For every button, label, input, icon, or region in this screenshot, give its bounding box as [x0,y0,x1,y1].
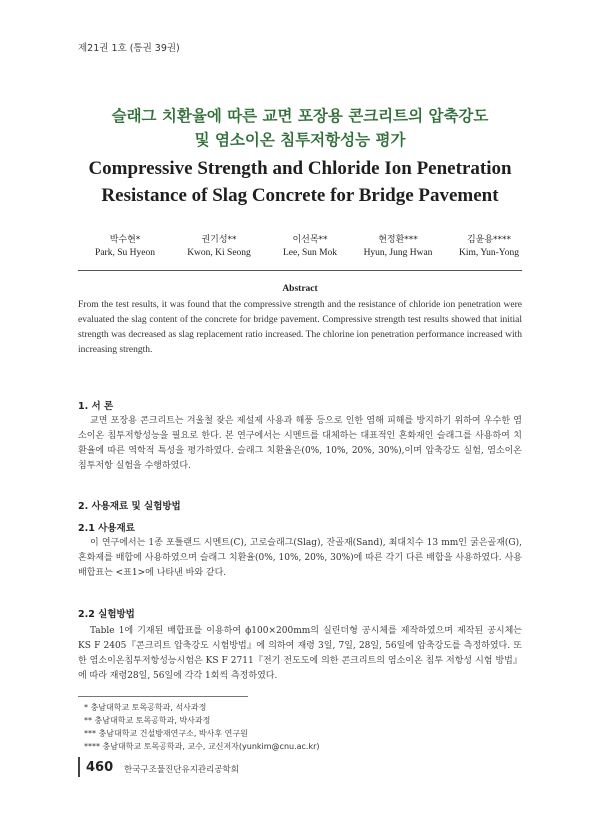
abstract-text: From the test results, it was found that the compressive strength and the resistance of chloride ion penetration were evaluated the slag content of the concrete for bridge pavement. Compressive strength test results showed that initial strength was decreased as slag replacement ratio increased. The chlorine ion penetration performance increased with increasing strength. [78,300,522,355]
english-title-line2: Resistance of Slag Concrete for Bridge Pavement [101,185,499,206]
author-name-ko: 김윤용**** [466,235,512,245]
section-2-1-heading: 2.1 사용재료 [78,523,135,534]
author-name-en: Kim, Yun-Yong [459,248,519,258]
section-2-2-text: Table 1에 기재된 배합표를 이용하여 ϕ100×200mm의 실린더형 공시체를 제작하였으며 제작된 공시체는 KS F 2405『콘크리트 압축강도 시험방법』에 의하여 재령 3일, 7일, 28일, 56일에 압축강도를 측정하였다. 또한 염소이온침투저항성능시험은 KS F 2711『전기 전도도에 의한 콘크리트의 염소이온 침투 저항성 시험 방법』에 따라 재령28일, 56일에 각각 1회씩 측정하였다. [78,626,522,681]
section-1-heading: 1. 서 론 [78,401,114,412]
author-name-en: Park, Su Hyeon [95,248,155,258]
volume-header: 제21권 1호 (통권 39권) [78,43,180,54]
footnote-1: * 충남대학교 토목공학과, 석사과정 [84,703,207,712]
footnote-3: *** 충남대학교 건설방재연구소, 박사후 연구원 [84,729,248,738]
author-name-ko: 현정환*** [378,235,418,245]
author-name-ko: 이선목** [292,235,328,245]
author-name-ko: 권기성** [201,235,237,245]
korean-title-line2: 및 염소이온 침투저항성능 평가 [194,131,406,149]
english-title-line1: Compressive Strength and Chloride Ion Penetration [88,158,512,179]
author-5 [430,234,548,260]
journal-name: 한국구조물진단유지관리공학회 [124,765,239,775]
section-2-heading: 2. 사용재료 및 실험방법 [78,501,181,512]
korean-title-line1: 슬래그 치환율에 따른 교면 포장용 콘크리트의 압축강도 [111,107,489,125]
divider [78,270,522,271]
author-name-en: Kwon, Ki Seong [187,248,251,258]
section-1-text: 교면 포장용 콘크리트는 겨울철 잦은 제설제 사용과 해풍 등으로 인한 염해 피해를 방지하기 위하여 우수한 염소이온 침투저항성능을 필요로 한다. 본 연구에서는 시멘트를 대체하는 대표적인 혼화재인 슬래그를 사용하여 치환율에 따른 역학적 특성을 평가하였다. 슬래그 치환율은(0%, 10%, 20%, 30%),이며 압축강도 실험, 염소이온 침투저항 실험을 수행하였다. [78,416,522,471]
footnote-divider [78,696,248,697]
section-2-1-text: 이 연구에서는 1종 포틀랜드 시멘트(C), 고로슬래그(Slag), 잔골재(Sand), 최대치수 13 mm인 굵은골재(G), 혼화제를 배합에 사용하였으며 슬래그 치환율(0%, 10%, 20%, 30%)에 따른 각기 다른 배합을 사용하였다. 사용 배합표는 <표1>에 나타낸 바와 같다. [78,538,522,578]
abstract-heading: Abstract [282,284,318,294]
page-number-bar [78,757,80,777]
author-name-en: Hyun, Jung Hwan [363,248,433,258]
author-name-en: Lee, Sun Mok [282,248,338,258]
footnote-2: ** 충남대학교 토목공학과, 박사과정 [84,716,211,725]
section-2-2-heading: 2.2 실험방법 [78,609,135,620]
author-name-ko: 박수현* [109,235,141,245]
footnote-4: **** 충남대학교 토목공학과, 교수, 교신저자(yunkim@cnu.ac.kr) [84,742,320,751]
page-number: 460 [86,760,114,775]
